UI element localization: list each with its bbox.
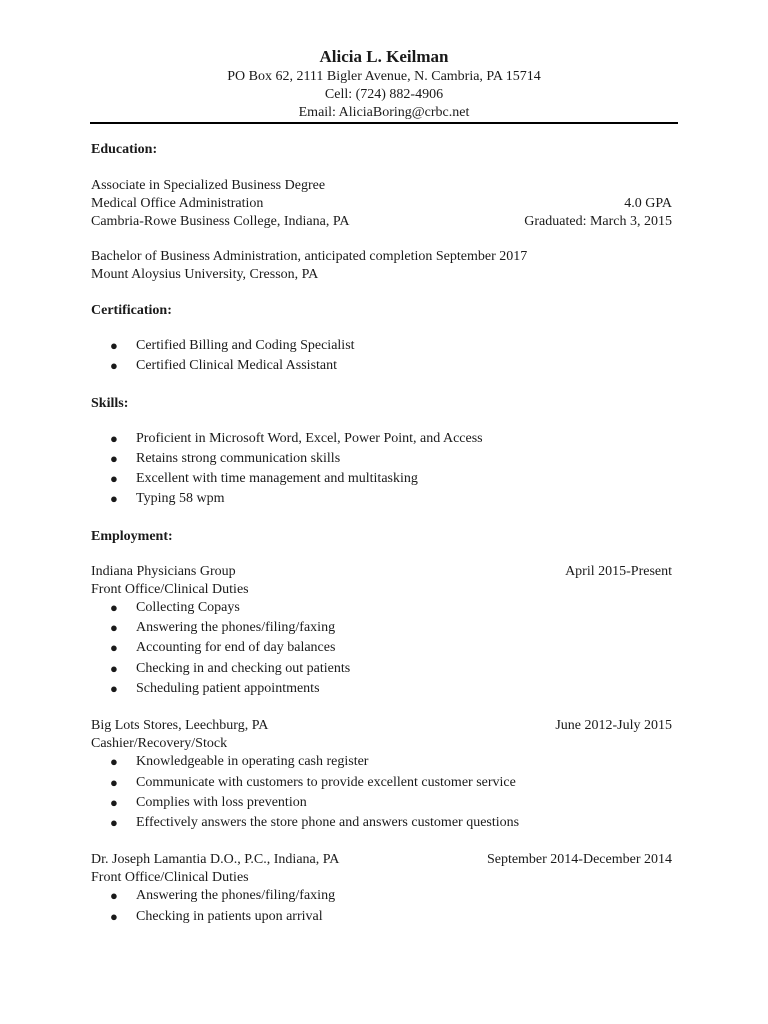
bullet-icon: ●: [110, 450, 118, 466]
list-item: ● Knowledgeable in operating cash register: [110, 754, 369, 770]
bullet-icon: ●: [110, 599, 118, 615]
bullet-icon: ●: [110, 888, 118, 904]
bullet-icon: ●: [110, 680, 118, 696]
degree1-major-row: [91, 195, 672, 213]
bullet-icon: ●: [110, 430, 118, 446]
list-item: ● Scheduling patient appointments: [110, 680, 320, 696]
bullet-icon: ●: [110, 660, 118, 676]
bullet-icon: ●: [110, 471, 118, 487]
list-item: ● Checking in and checking out patients: [110, 660, 351, 676]
list-item: ● Proficient in Microsoft Word, Excel, Power Point, and Access: [110, 430, 483, 446]
bullet-icon: ●: [110, 754, 118, 770]
bullet-icon: ●: [110, 620, 118, 636]
job3-employer: Dr. Joseph Lamantia D.O., P.C., Indiana, PA: [91, 852, 340, 868]
degree2-title: Bachelor of Business Administration, anticipated completion September 2017: [91, 249, 528, 264]
job2-duties: [91, 753, 672, 834]
list-item: ● Certified Billing and Coding Specialist: [110, 338, 355, 353]
resume-body: [91, 141, 672, 928]
address-line: PO Box 62, 2111 Bigler Avenue, N. Cambria, PA 15714: [227, 69, 541, 84]
bullet-icon: ●: [110, 908, 118, 924]
job2-role: Cashier/Recovery/Stock: [91, 736, 228, 752]
bullet-icon: ●: [110, 640, 118, 656]
skills-heading: Skills:: [91, 395, 129, 411]
job3-duties: [91, 887, 672, 928]
degree1-major: Medical Office Administration: [91, 196, 264, 211]
email-line: Email: AliciaBoring@crbc.net: [298, 105, 470, 120]
degree1-school-row: [91, 213, 672, 231]
skills-list: [91, 430, 672, 511]
job2-employer: Big Lots Stores, Leechburg, PA: [91, 718, 269, 734]
bullet-icon: ●: [110, 794, 118, 810]
job1-role: Front Office/Clinical Duties: [91, 581, 249, 597]
list-item: ● Collecting Copays: [110, 599, 240, 615]
employment-heading: Employment:: [91, 528, 173, 544]
list-item: ● Typing 58 wpm: [110, 491, 225, 507]
list-item: ● Answering the phones/filing/faxing: [110, 888, 336, 904]
resume-header: [90, 46, 678, 122]
list-item: ● Checking in patients upon arrival: [110, 908, 323, 924]
degree1-title: Associate in Specialized Business Degree: [91, 178, 326, 193]
job3-role: Front Office/Clinical Duties: [91, 870, 249, 886]
list-item: ● Effectively answers the store phone and answers customer questions: [110, 815, 520, 831]
list-item: ● Certified Clinical Medical Assistant: [110, 358, 338, 374]
certification-heading: Certification:: [91, 303, 172, 318]
list-item: ● Excellent with time management and multitasking: [110, 471, 418, 487]
list-item: ● Accounting for end of day balances: [110, 640, 336, 656]
list-item: ● Communicate with customers to provide excellent customer service: [110, 774, 516, 790]
bullet-icon: ●: [110, 338, 118, 353]
job1-employer: Indiana Physicians Group: [91, 563, 236, 579]
job3-dates: September 2014-December 2014: [486, 852, 672, 868]
bullet-icon: ●: [110, 358, 118, 374]
list-item: ● Complies with loss prevention: [110, 794, 307, 810]
bullet-icon: ●: [110, 491, 118, 507]
job2-dates: June 2012-July 2015: [555, 718, 672, 734]
job3-header: [91, 851, 672, 869]
list-item: ● Answering the phones/filing/faxing: [110, 620, 336, 636]
header-divider: [90, 122, 678, 124]
bullet-icon: ●: [110, 774, 118, 790]
degree1-gpa: 4.0 GPA: [624, 196, 672, 211]
degree1-graduated: Graduated: March 3, 2015: [524, 214, 672, 229]
job1-dates: April 2015-Present: [565, 563, 672, 579]
degree1-school: Cambria-Rowe Business College, Indiana, PA: [91, 214, 350, 229]
cell-phone-line: Cell: (724) 882-4906: [324, 87, 444, 102]
job1-header: [91, 563, 672, 581]
applicant-name: Alicia L. Keilman: [319, 47, 449, 66]
bullet-icon: ●: [110, 815, 118, 831]
degree2-school: Mount Aloysius University, Cresson, PA: [91, 267, 319, 282]
education-heading: Education:: [91, 142, 158, 157]
job2-header: [91, 717, 672, 735]
certification-list: [91, 337, 672, 378]
list-item: ● Retains strong communication skills: [110, 450, 341, 466]
job1-duties: [91, 599, 672, 700]
